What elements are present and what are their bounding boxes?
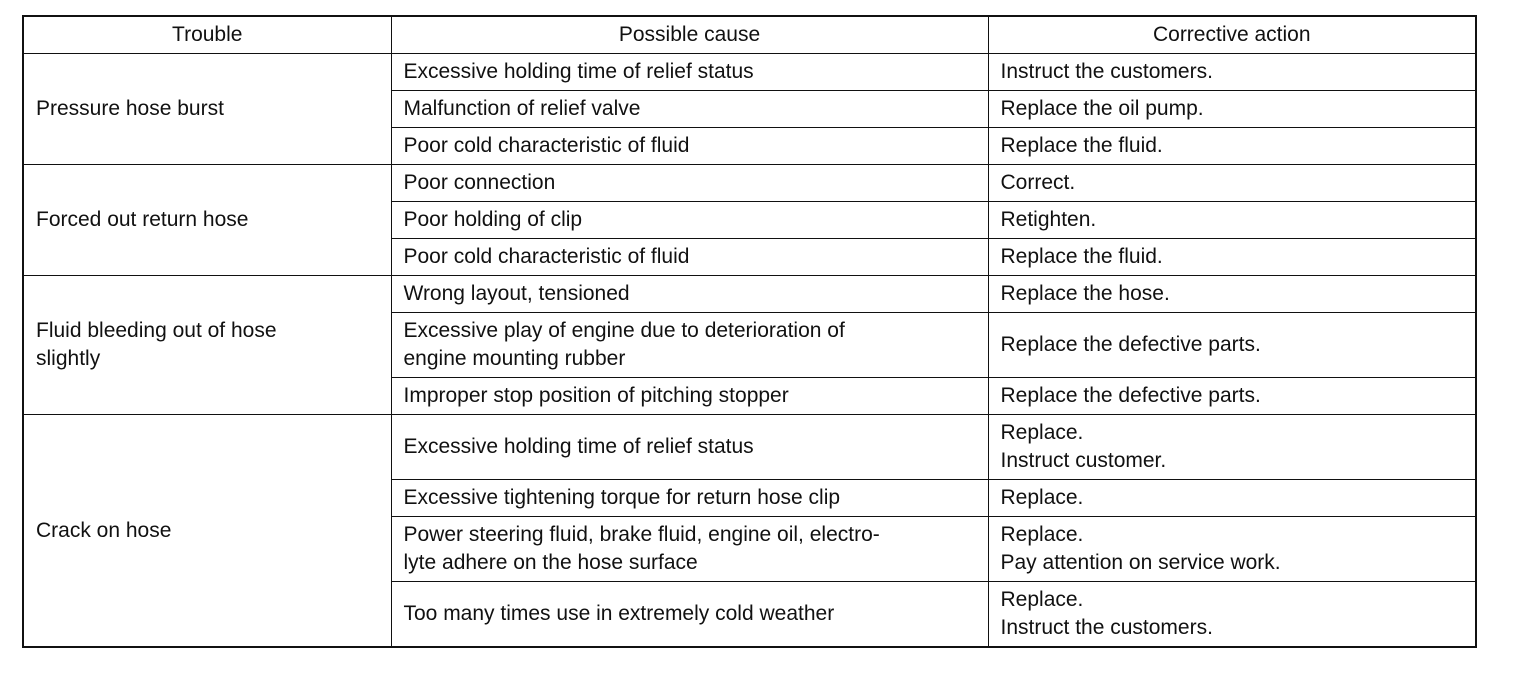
table-row — [23, 276, 1476, 313]
corrective-action-cell — [988, 91, 1476, 128]
possible-cause-text: engine mounting rubber — [403, 347, 626, 370]
corrective-action-text: Replace the fluid. — [1000, 134, 1163, 157]
header-row — [23, 16, 1476, 54]
possible-cause-cell — [391, 517, 988, 582]
corrective-action-text: Replace the defective parts. — [1000, 384, 1261, 407]
possible-cause-text: Poor cold characteristic of fluid — [403, 245, 690, 268]
corrective-action-cell — [988, 313, 1476, 378]
corrective-action-text: Retighten. — [1000, 208, 1097, 231]
possible-cause-text: Power steering fluid, brake fluid, engine oil, electro- — [403, 523, 880, 546]
possible-cause-text: Improper stop position of pitching stopper — [403, 384, 789, 407]
trouble-text: slightly — [36, 347, 101, 370]
corrective-action-text: Correct. — [1000, 171, 1076, 194]
corrective-action-cell — [988, 202, 1476, 239]
possible-cause-text: Excessive tightening torque for return hose clip — [403, 486, 841, 509]
possible-cause-text: Poor holding of clip — [403, 208, 583, 231]
corrective-action-text: Replace. — [1000, 588, 1084, 611]
possible-cause-cell — [391, 202, 988, 239]
possible-cause-cell — [391, 415, 988, 480]
header-trouble: Trouble — [23, 16, 391, 54]
corrective-action-text: Replace. — [1000, 486, 1084, 509]
trouble-cell — [23, 54, 391, 165]
corrective-action-text: Replace the fluid. — [1000, 245, 1163, 268]
possible-cause-text: Excessive play of engine due to deterioration of — [403, 319, 845, 342]
possible-cause-cell — [391, 313, 988, 378]
corrective-action-cell — [988, 239, 1476, 276]
possible-cause-text: Poor connection — [403, 171, 556, 194]
possible-cause-cell — [391, 276, 988, 313]
trouble-cell — [23, 415, 391, 648]
corrective-action-text: Replace the hose. — [1000, 282, 1170, 305]
possible-cause-cell — [391, 54, 988, 91]
trouble-text: Forced out return hose — [36, 208, 249, 231]
table-row — [23, 165, 1476, 202]
trouble-table — [22, 15, 1477, 648]
table-row — [23, 54, 1476, 91]
corrective-action-text: Pay attention on service work. — [1000, 551, 1281, 574]
corrective-action-cell — [988, 480, 1476, 517]
corrective-action-cell — [988, 415, 1476, 480]
possible-cause-cell — [391, 128, 988, 165]
corrective-action-text: Replace. — [1000, 421, 1084, 444]
trouble-text: Fluid bleeding out of hose — [36, 319, 277, 342]
possible-cause-cell — [391, 480, 988, 517]
trouble-text: Pressure hose burst — [36, 97, 224, 120]
corrective-action-cell — [988, 378, 1476, 415]
possible-cause-text: Excessive holding time of relief status — [403, 60, 754, 83]
possible-cause-cell — [391, 165, 988, 202]
corrective-action-text: Replace. — [1000, 523, 1084, 546]
corrective-action-text: Replace the oil pump. — [1000, 97, 1204, 120]
corrective-action-cell — [988, 54, 1476, 91]
table-header — [23, 16, 1476, 54]
corrective-action-text: Instruct the customers. — [1000, 616, 1213, 639]
corrective-action-text: Replace the defective parts. — [1000, 333, 1261, 356]
possible-cause-text: Malfunction of relief valve — [403, 97, 641, 120]
trouble-cell — [23, 165, 391, 276]
possible-cause-text: lyte adhere on the hose surface — [403, 551, 698, 574]
corrective-action-text: Instruct customer. — [1000, 449, 1167, 472]
corrective-action-text: Instruct the customers. — [1000, 60, 1213, 83]
possible-cause-cell — [391, 91, 988, 128]
trouble-cell — [23, 276, 391, 415]
possible-cause-cell — [391, 239, 988, 276]
possible-cause-text: Poor cold characteristic of fluid — [403, 134, 690, 157]
header-corrective-action: Corrective action — [988, 16, 1476, 54]
corrective-action-cell — [988, 517, 1476, 582]
possible-cause-text: Too many times use in extremely cold weather — [403, 602, 835, 625]
corrective-action-cell — [988, 128, 1476, 165]
trouble-text: Crack on hose — [36, 518, 172, 542]
possible-cause-text: Wrong layout, tensioned — [403, 282, 630, 305]
table-body — [23, 54, 1476, 648]
possible-cause-cell — [391, 582, 988, 648]
corrective-action-cell — [988, 582, 1476, 648]
corrective-action-cell — [988, 276, 1476, 313]
header-possible-cause: Possible cause — [391, 16, 988, 54]
possible-cause-cell — [391, 378, 988, 415]
corrective-action-cell — [988, 165, 1476, 202]
possible-cause-text: Excessive holding time of relief status — [403, 435, 754, 458]
table-row — [23, 415, 1476, 480]
